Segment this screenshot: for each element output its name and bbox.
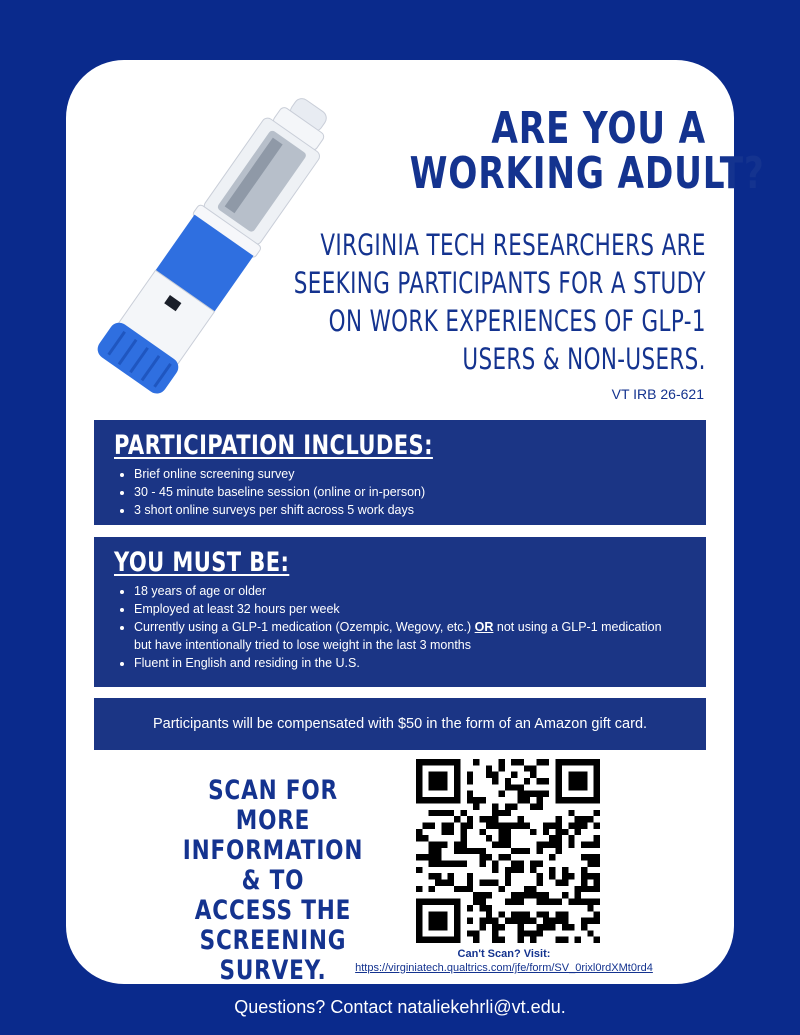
scan-cta-line-5: SURVEY. <box>219 955 327 986</box>
list-item: • Fluent in English and residing in the U.S. <box>134 654 706 672</box>
cant-scan-block <box>318 947 690 975</box>
contact-footer: Questions? Contact nataliekehrli@vt.edu. <box>234 997 566 1017</box>
subhead-line-4: USERS & NON-USERS. <box>462 342 706 376</box>
subheadline <box>294 226 706 378</box>
compensation-box <box>94 698 706 750</box>
list-item: • 3 short online surveys per shift across 5 work days <box>134 501 706 519</box>
subhead-line-2: SEEKING PARTICIPANTS FOR A STUDY <box>293 266 706 300</box>
subhead-line-3: ON WORK EXPERIENCES OF GLP-1 <box>328 304 706 338</box>
survey-link[interactable]: https://virginiatech.qualtrics.com/jfe/form/SV_0rixl0rdXMt0rd4 <box>355 962 653 974</box>
cant-scan-label: Can't Scan? Visit: <box>457 948 551 960</box>
medication-prefix: Currently using a GLP-1 medication (Ozempic, Wegovy, etc.) <box>134 620 472 634</box>
scan-cta-line-3: ACCESS THE <box>194 895 352 926</box>
scan-cta-line-1: SCAN FOR MORE <box>208 775 338 836</box>
headline-line-1: ARE YOU A <box>491 103 706 154</box>
qr-code-icon[interactable] <box>416 759 600 943</box>
medication-or: OR <box>474 620 494 634</box>
participation-title: PARTICIPATION INCLUDES: <box>114 430 433 461</box>
headline-line-2: WORKING ADULT? <box>409 148 765 199</box>
requirements-box <box>94 537 706 687</box>
scan-cta-line-2: INFORMATION & TO <box>182 835 364 896</box>
requirements-title: YOU MUST BE: <box>114 547 290 578</box>
participation-box <box>94 420 706 525</box>
subhead-line-1: VIRGINIA TECH RESEARCHERS ARE <box>320 228 706 262</box>
list-item: • Brief online screening survey <box>134 465 706 483</box>
list-item: • 18 years of age or older <box>134 582 706 600</box>
list-item-medication <box>134 618 706 654</box>
list-item: • Employed at least 32 hours per week <box>134 600 706 618</box>
compensation-text: Participants will be compensated with $50 in the form of an Amazon gift card. <box>152 716 648 732</box>
participation-list <box>94 465 706 519</box>
requirements-list <box>94 582 706 672</box>
list-item: • 30 - 45 minute baseline session (online or in-person) <box>134 483 706 501</box>
scan-cta-line-4: SCREENING <box>199 925 347 956</box>
headline <box>409 103 765 199</box>
irb-number: VT IRB 26-621 <box>611 386 704 402</box>
medication-suffix: not using a GLP-1 medication but have intentionally tried to lose weight in the last 3 months <box>134 620 662 652</box>
